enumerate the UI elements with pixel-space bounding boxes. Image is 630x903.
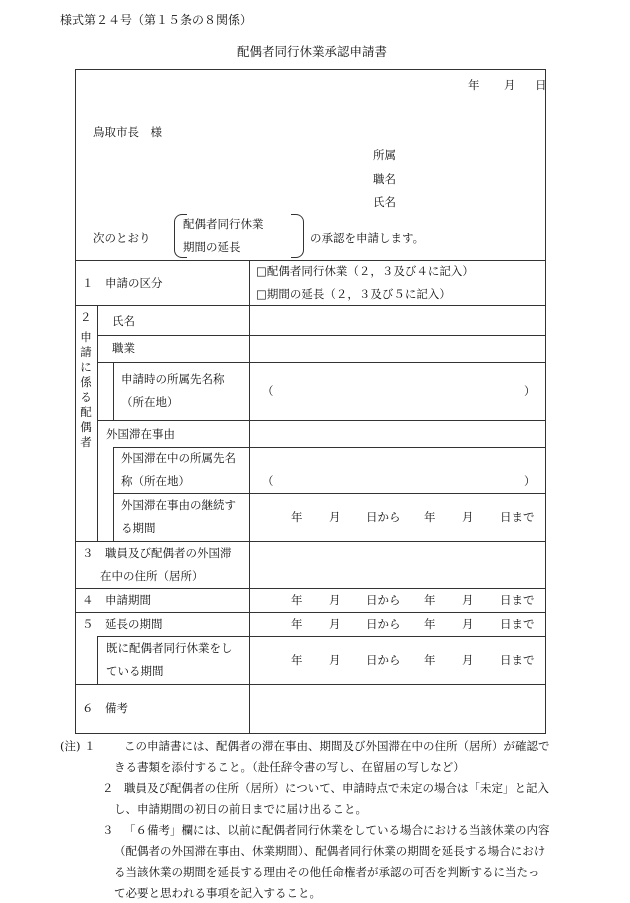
row-line xyxy=(75,612,546,613)
date-month: 月 xyxy=(504,78,516,92)
section1-choice-extension: □期間の延長（２，３及び５に記入） xyxy=(256,287,451,301)
request-option-leave: 配偶者同行休業 xyxy=(183,217,264,231)
date-year: 年 xyxy=(468,78,480,92)
row-line xyxy=(113,447,546,448)
foreign-employer-label-line1: 外国滞在中の所属先名 xyxy=(121,451,236,465)
field-affiliation: 所属 xyxy=(373,148,396,162)
section3-label-line2: 在中の住所（居所） xyxy=(100,569,204,583)
continuation-label-line1: 外国滞在事由の継続す xyxy=(121,498,236,512)
indent-divider xyxy=(113,447,114,541)
table-bottom-border xyxy=(75,733,546,734)
row-line xyxy=(113,493,546,494)
column-divider xyxy=(249,260,250,734)
prior-leave-label-line1: 既に配偶者同行休業をし xyxy=(106,641,233,655)
row-line xyxy=(75,684,546,685)
row-line xyxy=(75,541,546,542)
prior-leave-label-line2: ている期間 xyxy=(106,664,164,678)
section6-label: ６ 備考 xyxy=(82,701,128,715)
employer-label-line2: （所在地） xyxy=(121,395,179,409)
row-line xyxy=(75,260,546,261)
continuation-label-line2: る期間 xyxy=(121,521,156,535)
field-name: 氏名 xyxy=(373,195,396,209)
date-day: 日 xyxy=(535,78,547,92)
addressee: 鳥取市長 様 xyxy=(93,125,162,139)
indent-divider xyxy=(113,362,114,420)
request-suffix: の承認を申請します。 xyxy=(310,231,425,245)
row-line xyxy=(97,362,546,363)
section5-label: ５ 延長の期間 xyxy=(82,617,163,631)
employer-label-line1: 申請時の所属先名称 xyxy=(121,372,225,386)
row-line xyxy=(97,335,546,336)
table-top-border xyxy=(75,69,546,70)
form-number: 様式第２４号（第１５条の８関係） xyxy=(60,13,253,27)
foreign-employer-paren-open: （ xyxy=(262,474,274,488)
table-left-border xyxy=(75,69,76,734)
field-title: 職名 xyxy=(373,172,396,186)
right-bracket xyxy=(291,214,304,258)
table-right-border xyxy=(545,69,546,734)
row-line xyxy=(97,636,546,637)
foreign-reason-label: 外国滞在事由 xyxy=(106,427,175,441)
section2-label-divider xyxy=(97,305,98,541)
request-prefix: 次のとおり xyxy=(93,231,151,245)
form-title: 配偶者同行休業承認申請書 xyxy=(237,44,388,59)
section3-label-line1: ３ 職員及び配偶者の外国滞 xyxy=(82,546,232,560)
foreign-employer-paren-close: ） xyxy=(524,474,536,488)
row-line xyxy=(97,420,546,421)
section2-number: ２ xyxy=(80,310,92,324)
spouse-name-label: 氏名 xyxy=(112,314,135,328)
employer-paren-close: ） xyxy=(524,384,536,398)
row-line xyxy=(75,305,546,306)
section1-label: １ 申請の区分 xyxy=(82,276,163,290)
section5-indent-divider xyxy=(97,636,98,684)
spouse-occupation-label: 職業 xyxy=(112,341,135,355)
foreign-employer-label-line2: 称（所在地） xyxy=(121,474,190,488)
section1-choice-leave: □配偶者同行休業（２，３及び４に記入） xyxy=(256,264,474,278)
section4-label: ４ 申請期間 xyxy=(82,593,151,607)
request-option-extension: 期間の延長 xyxy=(183,240,241,254)
section2-vertical-label: 申 請 に 係 る 配 偶 者 xyxy=(80,330,92,449)
row-line xyxy=(75,588,546,589)
employer-paren-open: （ xyxy=(262,384,274,398)
